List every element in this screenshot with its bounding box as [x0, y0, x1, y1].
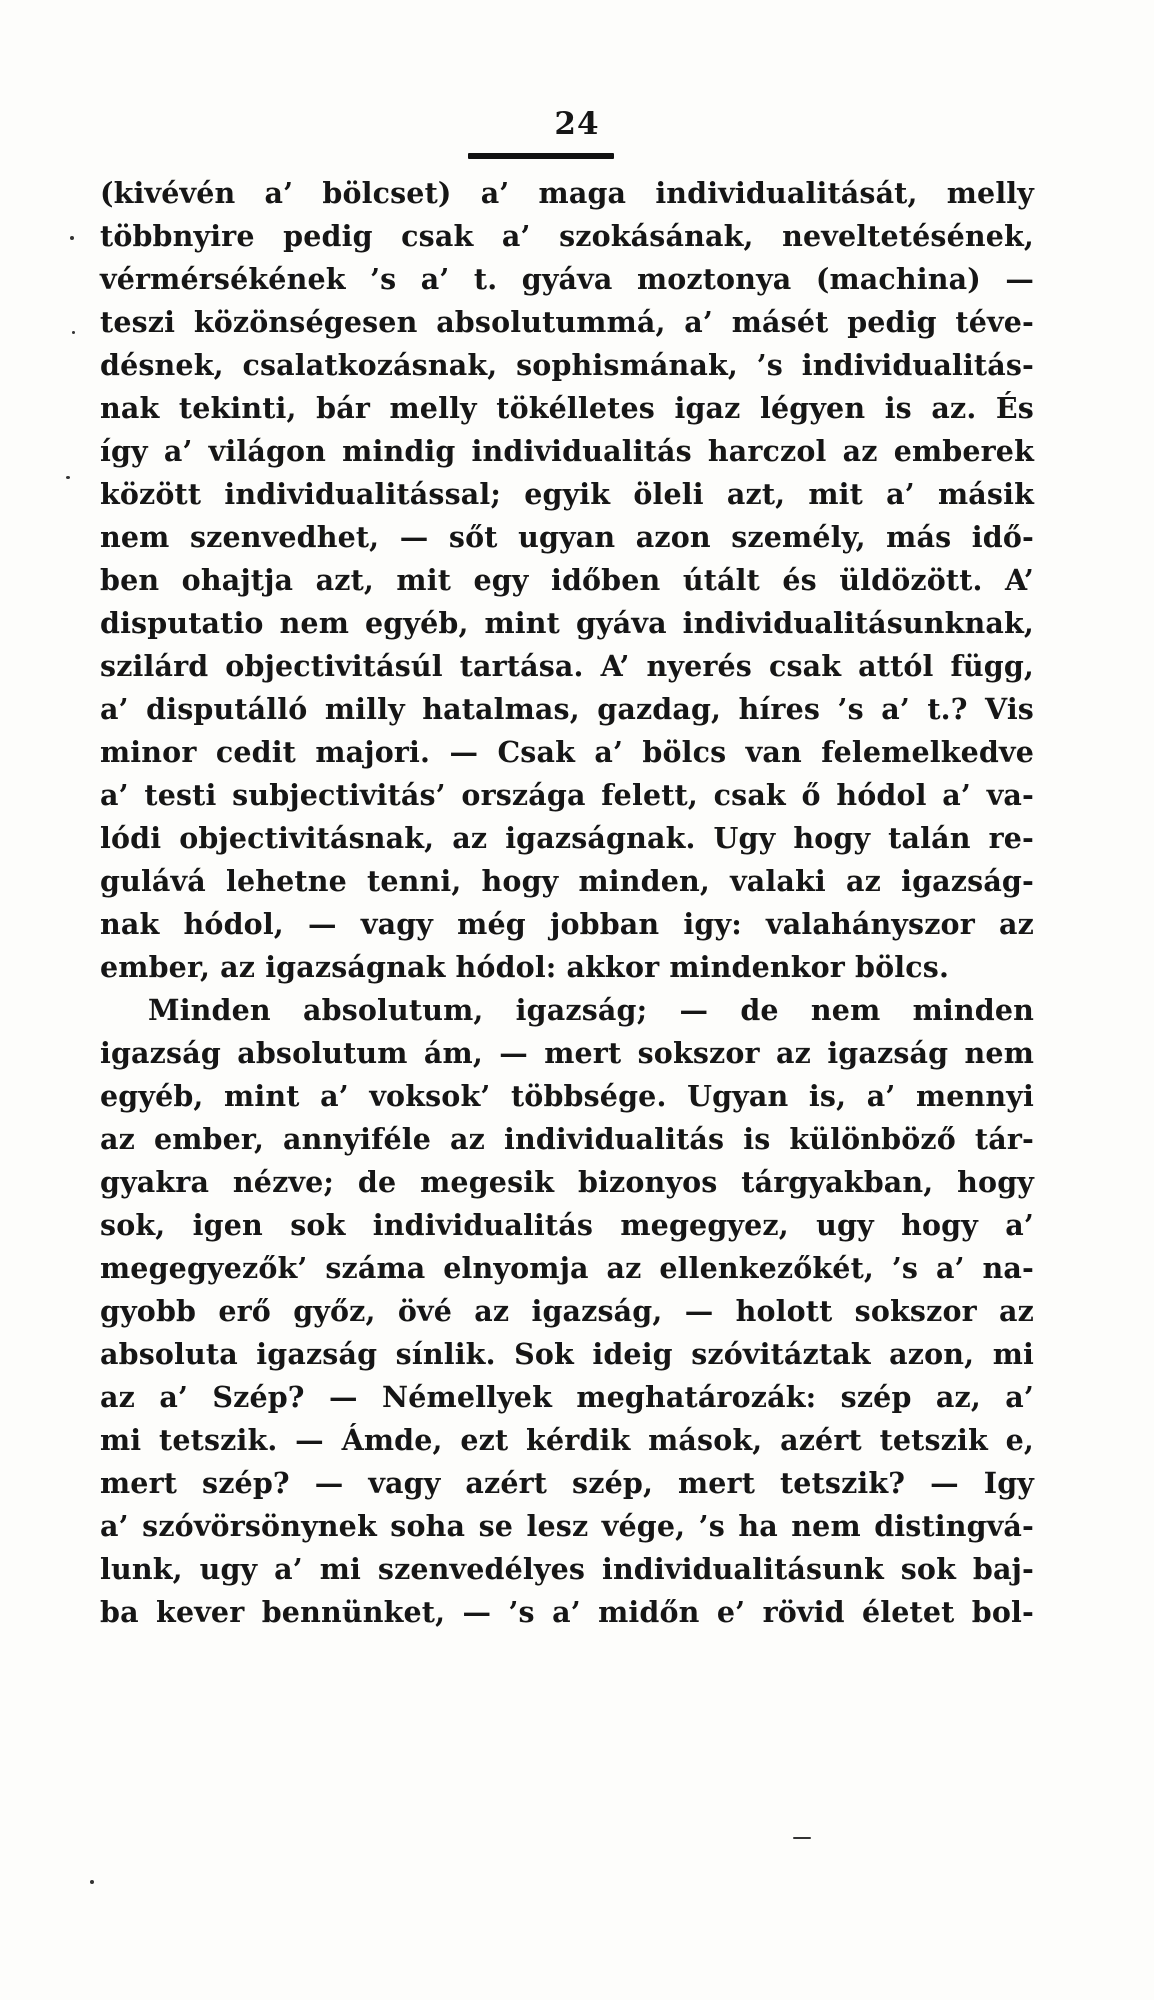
text-line: a’ disputálló milly hatalmas, gazdag, híres ’s a’ t.? Vis	[100, 692, 1034, 726]
text-line: gyakra nézve; de megesik bizonyos tárgyakban, hogy	[100, 1165, 1034, 1199]
body-text	[100, 172, 1034, 1634]
text-line: minor cedit majori. — Csak a’ bölcs van felemelkedve	[100, 735, 1034, 769]
scan-speck	[66, 476, 70, 479]
text-line: vérmérsékének ’s a’ t. gyáva moztonya (machina) —	[100, 262, 1034, 296]
text-line: az ember, annyiféle az individualitás is különböző tár-	[100, 1122, 1034, 1156]
text-line: nak hódol, — vagy még jobban igy: valahányszor az	[100, 907, 1034, 941]
scan-speck	[793, 1837, 811, 1839]
scan-speck	[70, 236, 74, 240]
page-number: 24	[554, 106, 600, 142]
text-line: között individualitással; egyik öleli azt, mit a’ másik	[100, 477, 1034, 511]
text-line: lunk, ugy a’ mi szenvedélyes individualitásunk sok baj-	[100, 1552, 1034, 1586]
text-line: mert szép? — vagy azért szép, mert tetszik? — Igy	[100, 1466, 1034, 1500]
text-line: désnek, csalatkozásnak, sophismának, ’s individualitás-	[100, 348, 1034, 382]
text-line: ben ohajtja azt, mit egy időben útált és üldözött. A’	[100, 563, 1034, 597]
text-line: így a’ világon mindig individualitás harczol az emberek	[100, 434, 1034, 468]
text-line: nak tekinti, bár melly tökélletes igaz légyen is az. És	[100, 391, 1034, 425]
paragraph-start-line: Minden absolutum, igazság; — de nem minden	[148, 993, 1034, 1027]
paragraph-end-line: ember, az igazságnak hódol: akkor mindenkor bölcs.	[100, 950, 950, 984]
text-line: gulává lehetne tenni, hogy minden, valaki az igazság-	[100, 864, 1034, 898]
text-line: az a’ Szép? — Némellyek meghatározák: szép az, a’	[100, 1380, 1034, 1414]
scan-speck	[72, 331, 75, 334]
text-line: a’ testi subjectivitás’ országa felett, csak ő hódol a’ va-	[100, 778, 1034, 812]
text-line: ba kever bennünket, — ’s a’ midőn e’ rövid életet bol-	[100, 1595, 1034, 1629]
text-line: egyéb, mint a’ voksok’ többsége. Ugyan is, a’ mennyi	[100, 1079, 1034, 1113]
text-line: lódi objectivitásnak, az igazságnak. Ugy hogy talán re-	[100, 821, 1034, 855]
header-rule	[468, 153, 614, 159]
text-line: sok, igen sok individualitás megegyez, ugy hogy a’	[100, 1208, 1034, 1242]
text-line: mi tetszik. — Ámde, ezt kérdik mások, azért tetszik e,	[100, 1423, 1034, 1457]
text-line: szilárd objectivitásúl tartása. A’ nyerés csak attól függ,	[100, 649, 1034, 683]
text-line: megegyezők’ száma elnyomja az ellenkezőkét, ’s a’ na-	[100, 1251, 1034, 1285]
text-line: disputatio nem egyéb, mint gyáva individualitásunknak,	[100, 606, 1034, 640]
text-line: teszi közönségesen absolutummá, a’ másét pedig téve-	[100, 305, 1034, 339]
text-line: absoluta igazság sínlik. Sok ideig szóvitáztak azon, mi	[100, 1337, 1034, 1371]
text-line: gyobb erő győz, övé az igazság, — holott sokszor az	[100, 1294, 1034, 1328]
text-line: nem szenvedhet, — sőt ugyan azon személy, más idő-	[100, 520, 1034, 554]
text-line: a’ szóvörsönynek soha se lesz vége, ’s ha nem distingvá-	[100, 1509, 1034, 1543]
text-line: igazság absolutum ám, — mert sokszor az igazság nem	[100, 1036, 1034, 1070]
text-line: többnyire pedig csak a’ szokásának, neveltetésének,	[100, 219, 1034, 253]
scan-speck	[90, 1880, 94, 1884]
text-line: (kivévén a’ bölcset) a’ maga individualitását, melly	[100, 176, 1034, 210]
